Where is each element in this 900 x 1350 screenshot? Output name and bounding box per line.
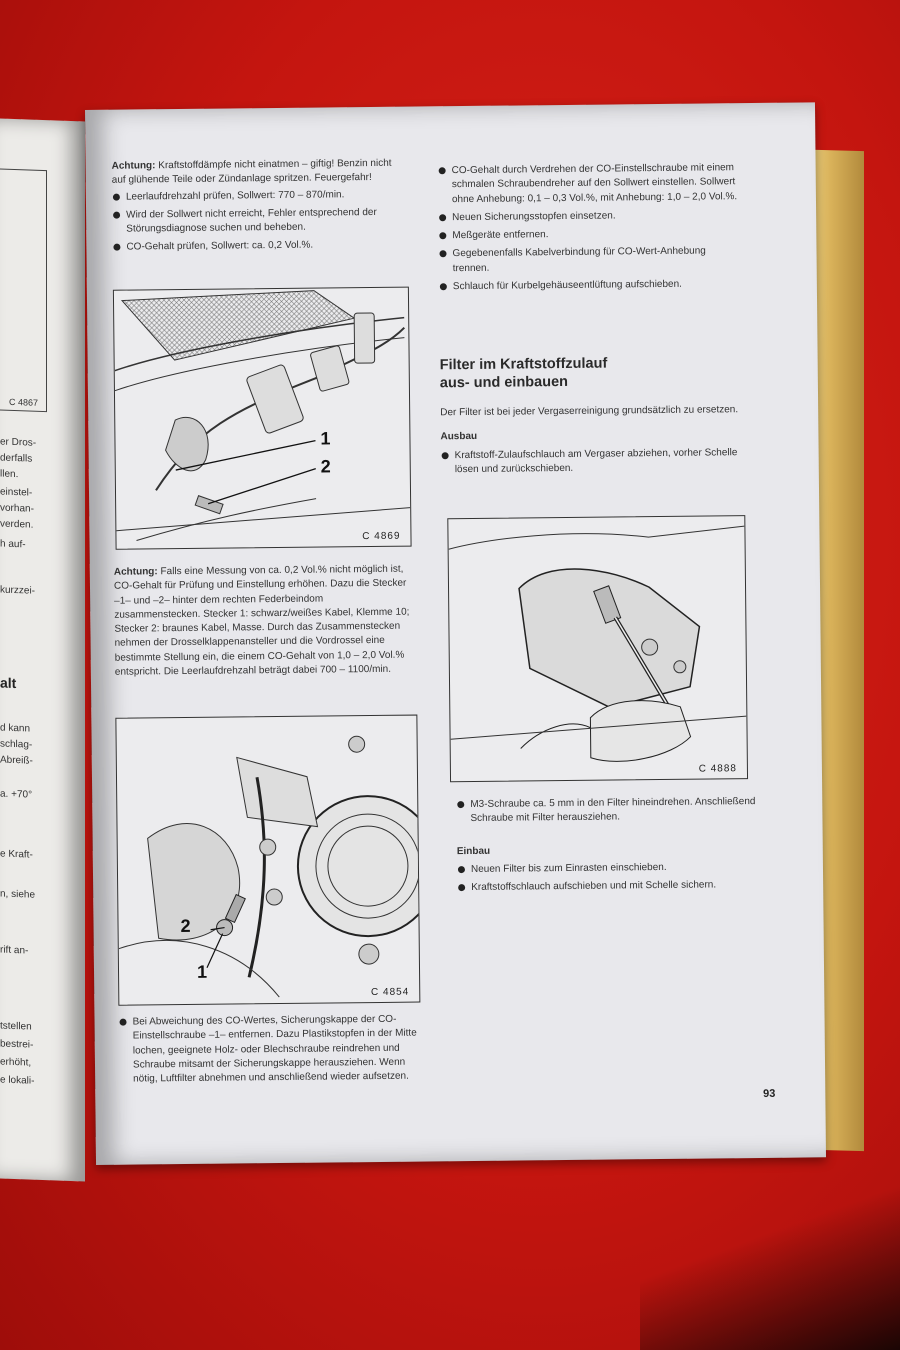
- left-text-fragment: vorhan-: [0, 502, 34, 515]
- einbau-heading: Einbau: [456, 845, 491, 857]
- bullet-item: Gegebenenfalls Kabelverbindung für CO-Wert-Anhebung trennen.: [438, 245, 738, 277]
- left-page-figure: [0, 168, 47, 412]
- bullet-item: M3-Schraube ca. 5 mm in den Filter hineindrehen. Anschließend Schraube mit Filter herausziehen.: [456, 795, 756, 827]
- bullet-item: Neuen Sicherungsstopfen einsetzen.: [438, 208, 738, 225]
- warning-paragraph: [114, 563, 411, 680]
- left-column: [112, 157, 403, 260]
- left-text-fragment: bestrei-: [0, 1038, 34, 1051]
- callout-2: 2: [320, 456, 331, 477]
- fuel-filter-figure: [447, 515, 748, 782]
- section-intro: Der Filter ist bei jeder Vergaserreinigung grundsätzlich zu ersetzen.: [440, 404, 739, 419]
- left-text-fragment: schlag-: [0, 738, 33, 751]
- bullet-item: Bei Abweichung des CO-Wertes, Sicherungskappe der CO-Einstellschraube –1– entfernen. Dazu Plastikstopfen in der Mitte lochen, geeignete Holz- oder Blechschraube reindrehen und Schraube mitsamt der Sicherungskappe herausziehen. Wenn nötig, Luftfilter abnehmen und anschließend wieder aufsetzen.: [118, 1013, 419, 1088]
- figure-label: C 4888: [698, 763, 737, 775]
- bullet-item: CO-Gehalt prüfen, Sollwert: ca. 0,2 Vol.%.: [112, 238, 402, 255]
- left-text-fragment: tstellen: [0, 1020, 32, 1033]
- left-text-fragment: einstel-: [0, 486, 33, 499]
- figure-label: C 4854: [370, 986, 410, 999]
- ausbau-heading: Ausbau: [440, 431, 478, 443]
- warning-paragraph: [112, 157, 402, 189]
- fuel-filter-drawing: [448, 516, 747, 781]
- left-text-fragment: a. +70°: [0, 788, 33, 801]
- co-screw-drawing: [116, 716, 419, 1005]
- callout-1: 1: [320, 428, 331, 449]
- right-lower-column: [456, 795, 757, 900]
- left-text-fragment: derfalls: [0, 452, 33, 465]
- bullet-item: Meßgeräte entfernen.: [438, 226, 738, 243]
- warning-label: Achtung:: [111, 160, 156, 172]
- left-heading-fragment: alt: [0, 674, 17, 692]
- right-column: [438, 161, 739, 299]
- warning-label: Achtung:: [113, 566, 158, 578]
- bullet-item: Leerlaufdrehzahl prüfen, Sollwert: 770 – 870/min.: [112, 187, 402, 204]
- left-text-fragment: h auf-: [0, 538, 26, 551]
- figure-label: C 4869: [362, 530, 401, 543]
- warning-text: Falls eine Messung von ca. 0,2 Vol.% nicht möglich ist, CO-Gehalt für Prüfung und Einstellung erhöhen. Dazu die Stecker –1– und –2– hinter dem rechten Federbeindom zusammenstecken. Stecker 1: schwarz/weißes Kabel, Klemme 10; Stecker 2: braunes Kabel, Masse. Durch das Zusammenstecken nehmen der Drosselklappenansteller und die Vordrossel eine bestimmte Stellung ein, die einem CO-Gehalt von 1,0 – 2,0 Vol.% entspricht. Die Leerlaufdrehzahl beträgt dabei 700 – 1100/min.: [113, 563, 410, 678]
- warning-block-2: [114, 563, 411, 682]
- left-text-fragment: erhöht,: [0, 1056, 32, 1069]
- left-text-fragment: llen.: [0, 468, 19, 481]
- left-text-fragment: kurzzei-: [0, 584, 36, 597]
- page-number: 93: [763, 1087, 776, 1100]
- callout-1: 1: [196, 961, 208, 982]
- left-text-fragment: n, siehe: [0, 888, 36, 901]
- left-figure-label: C 4867: [8, 396, 38, 408]
- engine-plug-figure: [113, 287, 412, 550]
- section-title-line1: Filter im Kraftstoffzulauf: [439, 355, 608, 374]
- left-text-fragment: e lokali-: [0, 1074, 35, 1087]
- co-screw-figure: [115, 715, 420, 1006]
- table-shadow: [640, 1170, 900, 1350]
- section-title-line2: aus- und einbauen: [439, 373, 569, 392]
- bullet-item: Kraftstoffschlauch aufschieben und mit Schelle sichern.: [457, 878, 757, 895]
- left-text-fragment: er Dros-: [0, 436, 37, 449]
- left-text-fragment: rift an-: [0, 944, 29, 957]
- callout-2: 2: [180, 915, 191, 937]
- bullet-item: Schlauch für Kurbelgehäuseentlüftung aufschieben.: [439, 277, 739, 294]
- left-facing-page: [0, 119, 85, 1182]
- engine-plug-drawing: [114, 288, 411, 549]
- bullet-item: Kraftstoff-Zulaufschlauch am Vergaser abziehen, vorher Schelle lösen und zurückschieben.: [441, 446, 741, 478]
- bullet-item: Wird der Sollwert nicht erreicht, Fehler entsprechend der Störungsdiagnose suchen und beheben.: [112, 206, 402, 238]
- bullet-item: Neuen Filter bis zum Einrasten einschieben.: [457, 860, 757, 877]
- filter-section: [440, 353, 741, 481]
- left-text-fragment: e Kraft-: [0, 848, 33, 861]
- manual-page: [85, 102, 826, 1165]
- left-text-fragment: d kann: [0, 722, 31, 735]
- left-text-fragment: verden.: [0, 518, 34, 531]
- bottom-left-column: [118, 1013, 419, 1092]
- left-text-fragment: Abreiß-: [0, 754, 33, 767]
- warning-text: Kraftstoffdämpfe nicht einatmen – giftig! Benzin nicht auf glühende Teile oder Zündanlage spritzen. Feuergefahr!: [111, 157, 392, 187]
- bullet-item: CO-Gehalt durch Verdrehen der CO-Einstellschraube mit einem schmalen Schraubendreher auf den Sollwert einstellen. Sollwert ohne Anhebung: 0,1 – 0,3 Vol.%, mit Anhebung: 1,0 – 2,0 Vol.%.: [438, 161, 738, 207]
